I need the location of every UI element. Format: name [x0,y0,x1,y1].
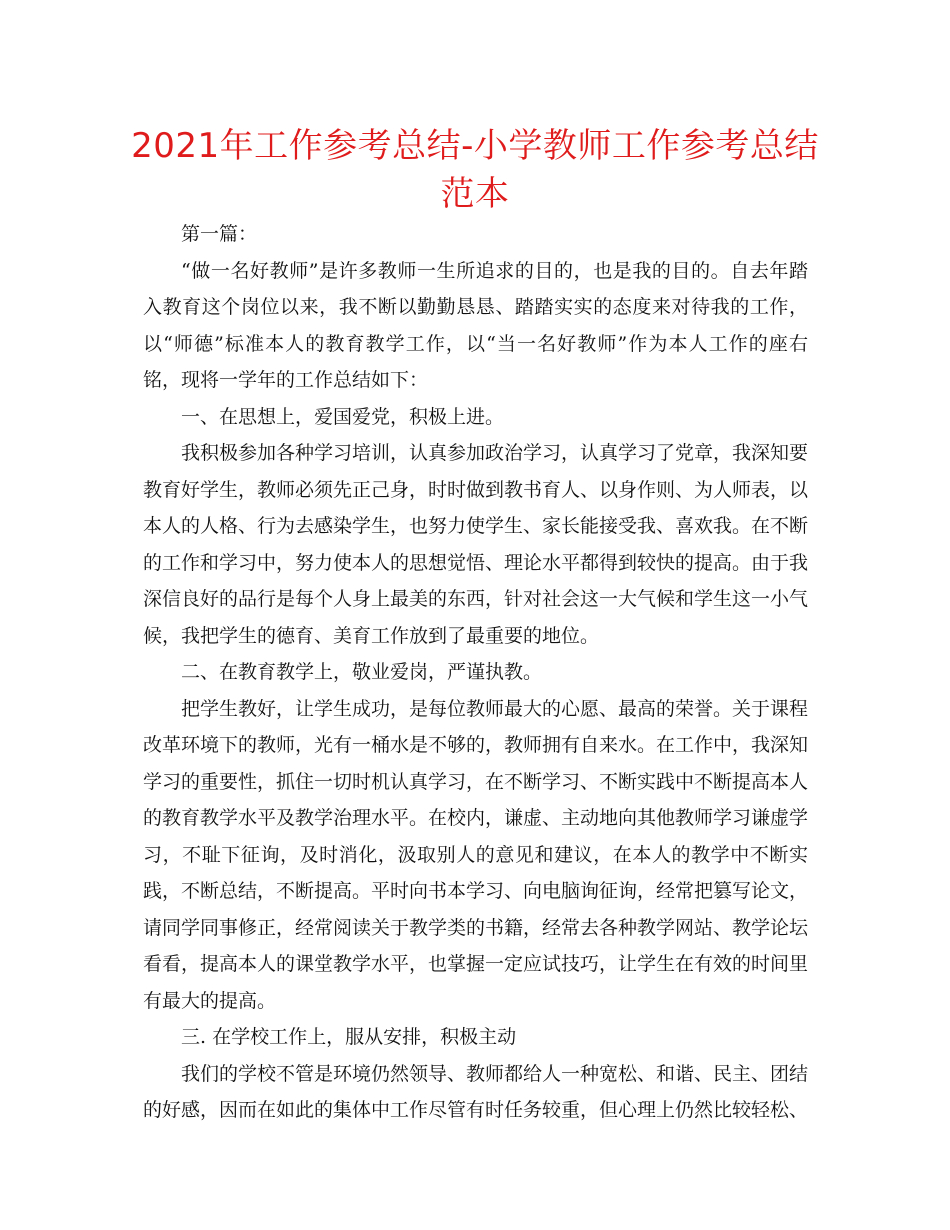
paragraph-school-work: 我们的学校不管是环境仍然领导、教师都给人一种宽松、和谐、民主、团结的好感，因而在如此的集体中工作尽管有时任务较重，但心理上仍然比较轻松、 [143,1062,809,1121]
paragraph-intro: “做一名好教师”是许多教师一生所追求的目的，也是我的目的。自去年踏入教育这个岗位以来，我不断以勤勤恳恳、踏踏实实的态度来对待我的工作，以“师德”标准本人的教育教学工作，以“当一名好教师”作为本人工作的座右铭，现将一学年的工作总结如下： [143,259,808,391]
paragraph-ideology: 我积极参加各种学习培训，认真参加政治学习，认真学习了党章，我深知要教育好学生，教师必须先正己身，时时做到教书育人、以身作则、为人师表，以本人的人格、行为去感染学生，也努力使学生、家长能接受我、喜欢我。在不断的工作和学习中，努力使本人的思想觉悟、理论水平都得到较快的提高。由于我深信良好的品行是每个人身上最美的东西，针对社会这一大气候和学生这一小气候，我把学生的德育、美育工作放到了最重要的地位。 [143,442,809,647]
heading-ideology: 一、在思想上，爱国爱党，积极上进。 [181,405,505,428]
paragraph-section-label: 第一篇： [181,223,258,245]
heading-school-work: 三. 在学校工作上，服从安排，积极主动 [181,1026,517,1048]
document-title: 2021年工作参考总结-小学教师工作参考总结范本 [131,126,819,214]
paragraph-teaching: 把学生教好，让学生成功，是每位教师最大的心愿、最高的荣誉。关于课程改革环境下的教师，光有一桶水是不够的，教师拥有自来水。在工作中，我深知学习的重要性，抓住一切时机认真学习，在不断学习、不断实践中不断提高本人的教育教学水平及教学治理水平。在校内，谦虚、主动地向其他教师学习谦虚学习，不耻下征询，及时消化，汲取别人的意见和建议，在本人的教学中不断实践，不断总结，不断提高。平时向书本学习、向电脑询征询，经常把篡写论文，请同学同事修正，经常阅读关于教学类的书籍，经常去各种教学网站、教学论坛看看，提高本人的课堂教学水平，也掌握一定应试技巧，让学生在有效的时间里有最大的提高。 [143,697,809,1012]
document-body [143,216,808,1129]
heading-teaching: 二、在教育教学上，敬业爱岗，严谨执教。 [181,661,543,683]
